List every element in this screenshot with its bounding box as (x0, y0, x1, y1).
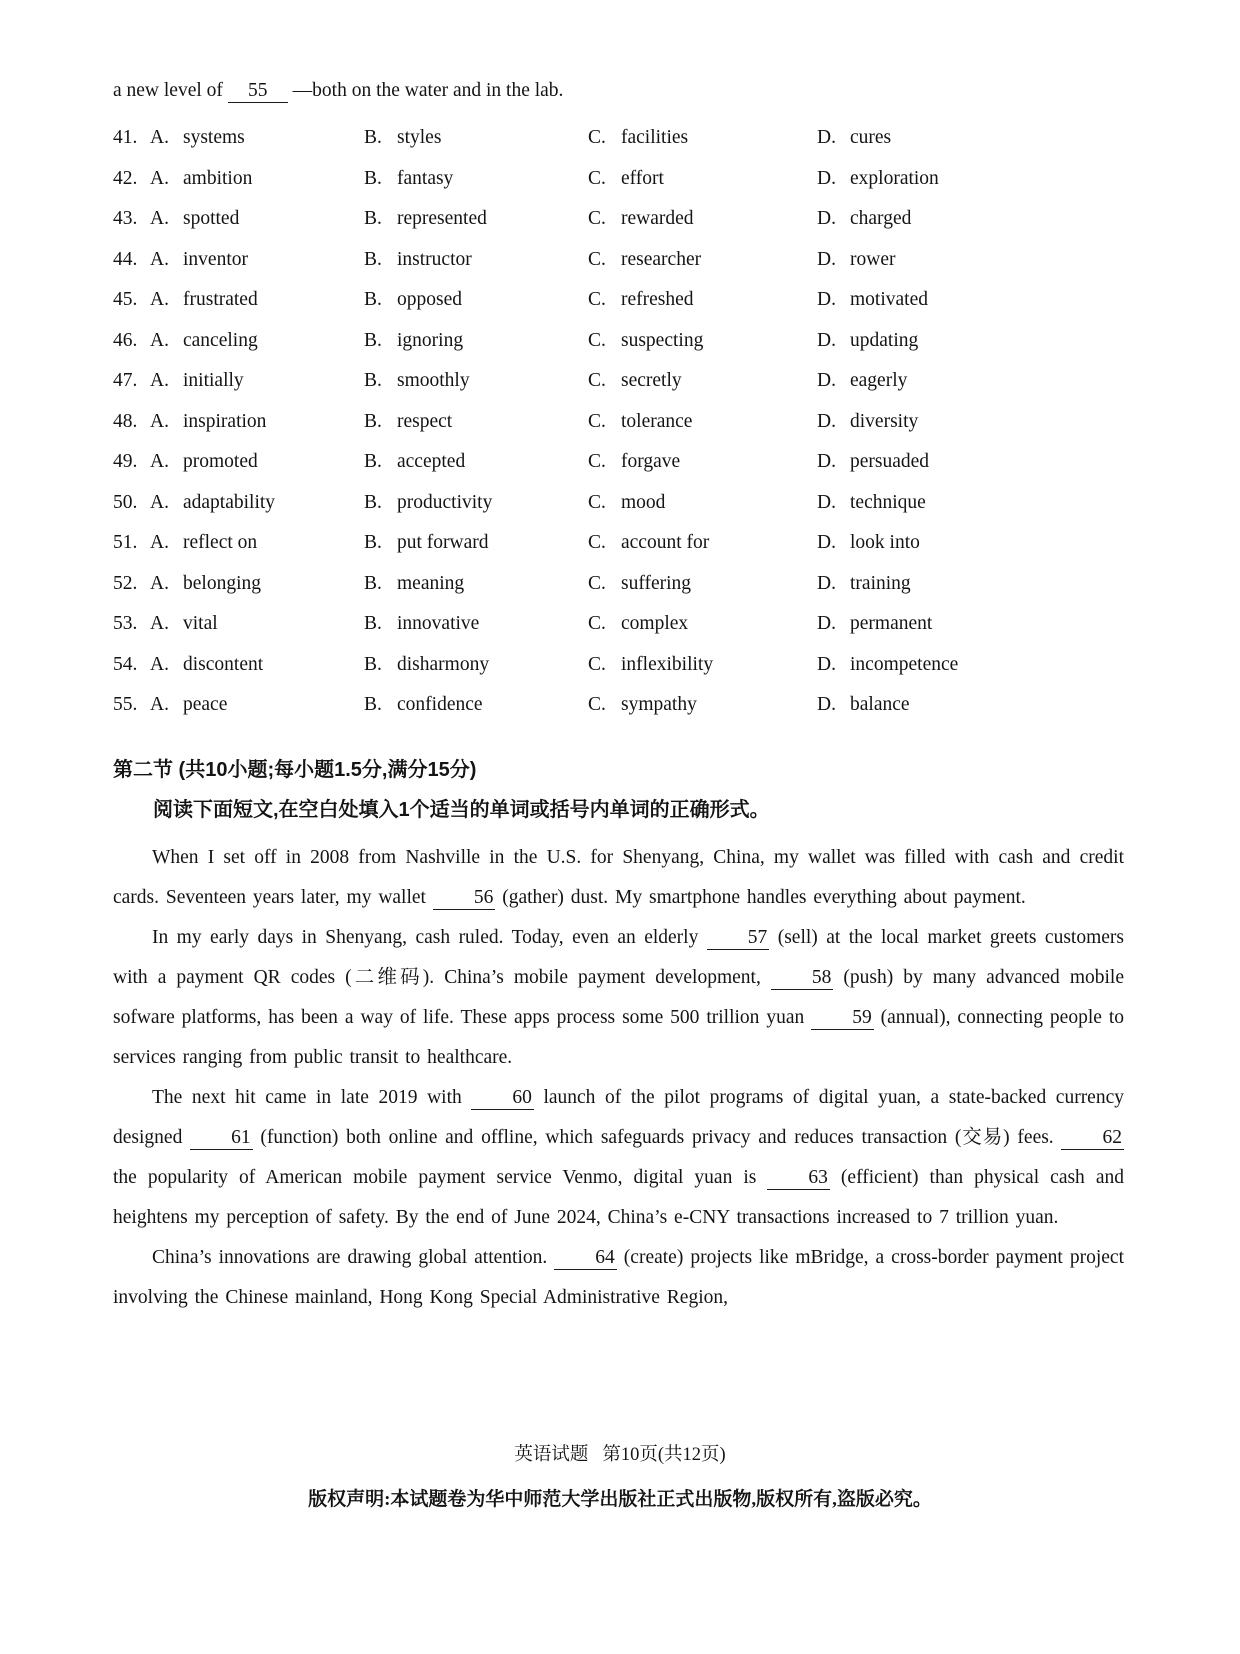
question-number: 55. (113, 694, 138, 716)
option-letter: C. (588, 127, 606, 149)
option-text: cures (850, 127, 892, 149)
mc-question-row (113, 685, 1124, 726)
passage-paragraph: China’s innovations are drawing global attention. 64 (create) projects like mBridge, a cross-border payment project involving the Chinese mainland, Hong Kong Special Administrative Region, (113, 1246, 1124, 1308)
mc-option (364, 451, 588, 473)
question-number: 50. (113, 491, 138, 513)
option-text: updating (850, 329, 919, 351)
option-text: put forward (397, 532, 489, 554)
option-text: styles (397, 127, 442, 149)
option-letter: A. (150, 329, 169, 351)
option-letter: B. (364, 289, 382, 311)
mc-option (364, 330, 588, 352)
option-text: facilities (621, 127, 689, 149)
option-text: permanent (850, 613, 933, 635)
option-text: peace (183, 694, 228, 716)
passage (113, 838, 1124, 1318)
mc-option (817, 654, 1124, 676)
option-text: inflexibility (621, 653, 714, 675)
option-letter: A. (150, 653, 169, 675)
option-text: promoted (183, 451, 258, 473)
mc-question-row (113, 483, 1124, 524)
mc-option (364, 613, 588, 635)
mc-option (150, 654, 364, 676)
question-number: 53. (113, 613, 138, 635)
mc-option (364, 492, 588, 514)
option-letter: C. (588, 451, 606, 473)
question-number: 48. (113, 410, 138, 432)
option-letter: D. (817, 653, 836, 675)
option-text: technique (850, 491, 926, 513)
mc-option (364, 127, 588, 149)
option-letter: D. (817, 694, 836, 716)
mc-question-row (113, 402, 1124, 443)
option-text: complex (621, 613, 689, 635)
mc-option (588, 532, 817, 554)
option-letter: B. (364, 694, 382, 716)
mc-option (588, 289, 817, 311)
option-text: smoothly (397, 370, 470, 392)
question-number: 42. (113, 167, 138, 189)
option-text: diversity (850, 410, 919, 432)
mc-question-row (113, 321, 1124, 362)
option-letter: C. (588, 289, 606, 311)
option-text: exploration (850, 167, 939, 189)
option-letter: D. (817, 329, 836, 351)
fill-in-blank: 63 (767, 1168, 830, 1190)
fill-in-blank: 57 (707, 928, 770, 950)
mc-option (150, 168, 364, 190)
mc-option (588, 694, 817, 716)
option-text: meaning (397, 572, 465, 594)
mc-option (150, 330, 364, 352)
option-letter: B. (364, 491, 382, 513)
option-text: incompetence (850, 653, 959, 675)
mc-option (588, 613, 817, 635)
option-letter: C. (588, 410, 606, 432)
option-text: inspiration (183, 410, 267, 432)
option-text: sympathy (621, 694, 697, 716)
mc-option (588, 451, 817, 473)
passage-paragraph: When I set off in 2008 from Nashville in the U.S. for Shenyang, China, my wallet was filled with cash and credit cards. Seventeen years later, my wallet 56 (gather) dust. My smartphone handles everything about payment. (113, 846, 1124, 908)
option-letter: A. (150, 370, 169, 392)
option-text: training (850, 572, 911, 594)
mc-question-row (113, 645, 1124, 686)
question-number: 49. (113, 451, 138, 473)
option-text: systems (183, 127, 245, 149)
option-letter: A. (150, 248, 169, 270)
option-text: adaptability (183, 491, 276, 513)
mc-option (364, 411, 588, 433)
mc-option (588, 330, 817, 352)
mc-option (817, 532, 1124, 554)
option-letter: B. (364, 370, 382, 392)
option-letter: B. (364, 248, 382, 270)
option-text: respect (397, 410, 453, 432)
mc-question-row (113, 199, 1124, 240)
option-text: ignoring (397, 329, 464, 351)
option-text: persuaded (850, 451, 930, 473)
option-letter: C. (588, 491, 606, 513)
mc-question-row (113, 159, 1124, 200)
option-letter: C. (588, 694, 606, 716)
option-letter: A. (150, 572, 169, 594)
option-text: reflect on (183, 532, 258, 554)
question-number: 46. (113, 329, 138, 351)
question-number: 43. (113, 208, 138, 230)
option-letter: C. (588, 248, 606, 270)
option-text: motivated (850, 289, 928, 311)
option-letter: B. (364, 208, 382, 230)
mc-option (150, 613, 364, 635)
mc-question-row (113, 280, 1124, 321)
fill-in-blank: 55 (228, 81, 288, 103)
option-letter: A. (150, 127, 169, 149)
mc-option (364, 694, 588, 716)
intro-line: a new level of 55 —both on the water and in the lab. (113, 80, 564, 101)
mc-option (817, 492, 1124, 514)
mc-option (588, 411, 817, 433)
footer-page-number: 第10页(共12页) (602, 1445, 726, 1465)
option-letter: A. (150, 694, 169, 716)
question-number: 41. (113, 127, 138, 149)
option-text: rewarded (621, 208, 694, 230)
option-text: refreshed (621, 289, 694, 311)
option-letter: A. (150, 532, 169, 554)
page-footer (0, 1440, 1240, 1466)
option-letter: A. (150, 208, 169, 230)
option-letter: D. (817, 532, 836, 554)
mc-option (364, 573, 588, 595)
section-instruction: 阅读下面短文,在空白处填入1个适当的单词或括号内单词的正确形式。 (153, 798, 770, 821)
mc-question-row (113, 240, 1124, 281)
option-text: disharmony (397, 653, 490, 675)
option-text: vital (183, 613, 218, 635)
option-text: charged (850, 208, 912, 230)
option-letter: B. (364, 613, 382, 635)
option-letter: D. (817, 127, 836, 149)
option-letter: D. (817, 410, 836, 432)
option-letter: D. (817, 289, 836, 311)
option-text: accepted (397, 451, 466, 473)
mc-option (817, 573, 1124, 595)
option-letter: A. (150, 289, 169, 311)
section-header: 第二节 (共10小题;每小题1.5分,满分15分) (113, 758, 477, 781)
option-text: initially (183, 370, 244, 392)
option-text: mood (621, 491, 666, 513)
option-letter: B. (364, 451, 382, 473)
question-number: 52. (113, 572, 138, 594)
option-text: opposed (397, 289, 462, 311)
mc-option (817, 127, 1124, 149)
option-text: spotted (183, 208, 240, 230)
option-letter: D. (817, 613, 836, 635)
option-letter: D. (817, 248, 836, 270)
option-letter: A. (150, 167, 169, 189)
option-text: canceling (183, 329, 258, 351)
option-text: fantasy (397, 167, 454, 189)
passage-paragraph: The next hit came in late 2019 with 60 launch of the pilot programs of digital yuan, a state-backed currency designed 61 (function) both online and offline, which safeguards privacy and reduces transaction (交易) fees. 62 the popularity of American mobile payment service Venmo, digital yuan is 63 (efficient) than physical cash and heightens my perception of safety. By the end of June 2024, China’s e-CNY transactions increased to 7 trillion yuan. (113, 1086, 1124, 1228)
option-letter: B. (364, 410, 382, 432)
mc-option (150, 694, 364, 716)
mc-option (817, 451, 1124, 473)
option-text: instructor (397, 248, 472, 270)
option-letter: A. (150, 410, 169, 432)
option-letter: C. (588, 532, 606, 554)
option-letter: D. (817, 491, 836, 513)
option-letter: B. (364, 653, 382, 675)
mc-option (817, 289, 1124, 311)
option-text: look into (850, 532, 920, 554)
option-text: represented (397, 208, 487, 230)
mc-option (150, 208, 364, 230)
copyright-notice: 版权声明:本试题卷为华中师范大学出版社正式出版物,版权所有,盗版必究。 (308, 1489, 932, 1510)
option-letter: A. (150, 613, 169, 635)
option-text: effort (621, 167, 664, 189)
option-text: discontent (183, 653, 264, 675)
mc-question-row (113, 564, 1124, 605)
option-text: rower (850, 248, 896, 270)
option-letter: A. (150, 491, 169, 513)
mc-table (113, 118, 1124, 726)
option-letter: D. (817, 451, 836, 473)
mc-option (150, 573, 364, 595)
mc-option (588, 168, 817, 190)
mc-option (364, 249, 588, 271)
option-text: productivity (397, 491, 493, 513)
question-number: 54. (113, 653, 138, 675)
option-letter: D. (817, 572, 836, 594)
option-text: innovative (397, 613, 480, 635)
option-text: balance (850, 694, 910, 716)
mc-question-row (113, 604, 1124, 645)
mc-option (364, 289, 588, 311)
mc-option (150, 370, 364, 392)
mc-option (588, 573, 817, 595)
fill-in-blank: 60 (471, 1088, 534, 1110)
option-letter: C. (588, 208, 606, 230)
option-letter: D. (817, 167, 836, 189)
footer-doc-title: 英语试题 (514, 1445, 589, 1465)
option-text: secretly (621, 370, 682, 392)
option-text: belonging (183, 572, 261, 594)
mc-option (817, 370, 1124, 392)
option-text: tolerance (621, 410, 693, 432)
option-letter: C. (588, 329, 606, 351)
option-letter: B. (364, 532, 382, 554)
mc-option (817, 411, 1124, 433)
mc-question-row (113, 361, 1124, 402)
mc-option (150, 249, 364, 271)
option-letter: C. (588, 613, 606, 635)
mc-question-row (113, 442, 1124, 483)
mc-option (150, 289, 364, 311)
mc-option (150, 127, 364, 149)
mc-option (817, 168, 1124, 190)
option-text: ambition (183, 167, 253, 189)
option-letter: D. (817, 208, 836, 230)
mc-option (364, 532, 588, 554)
mc-question-row (113, 523, 1124, 564)
mc-option (588, 249, 817, 271)
option-text: eagerly (850, 370, 908, 392)
mc-option (150, 451, 364, 473)
option-letter: D. (817, 370, 836, 392)
mc-option (150, 492, 364, 514)
option-letter: B. (364, 329, 382, 351)
fill-in-blank: 58 (771, 968, 834, 990)
option-letter: B. (364, 127, 382, 149)
option-text: confidence (397, 694, 483, 716)
mc-question-row (113, 118, 1124, 159)
option-text: inventor (183, 248, 248, 270)
option-letter: C. (588, 653, 606, 675)
fill-in-blank: 56 (433, 888, 496, 910)
option-letter: B. (364, 167, 382, 189)
fill-in-blank: 64 (554, 1248, 617, 1270)
mc-option (588, 654, 817, 676)
fill-in-blank: 61 (190, 1128, 253, 1150)
option-letter: A. (150, 451, 169, 473)
mc-option (364, 654, 588, 676)
option-letter: C. (588, 167, 606, 189)
mc-option (817, 208, 1124, 230)
option-letter: C. (588, 370, 606, 392)
mc-option (817, 330, 1124, 352)
mc-option (364, 370, 588, 392)
mc-option (364, 168, 588, 190)
option-letter: C. (588, 572, 606, 594)
option-text: suspecting (621, 329, 704, 351)
mc-option (364, 208, 588, 230)
fill-in-blank: 62 (1061, 1128, 1124, 1150)
mc-option (817, 613, 1124, 635)
question-number: 44. (113, 248, 138, 270)
mc-option (588, 370, 817, 392)
question-number: 51. (113, 532, 138, 554)
fill-in-blank: 59 (811, 1008, 874, 1030)
option-text: account for (621, 532, 710, 554)
option-letter: B. (364, 572, 382, 594)
mc-option (588, 127, 817, 149)
question-number: 45. (113, 289, 138, 311)
mc-option (817, 249, 1124, 271)
mc-option (817, 694, 1124, 716)
question-number: 47. (113, 370, 138, 392)
mc-option (588, 208, 817, 230)
option-text: researcher (621, 248, 702, 270)
option-text: forgave (621, 451, 681, 473)
passage-paragraph: In my early days in Shenyang, cash ruled. Today, even an elderly 57 (sell) at the local market greets customers with a payment QR codes (二维码). China’s mobile payment development, 58 (push) by many advanced mobile sofware platforms, has been a way of life. These apps process some 500 trillion yuan 59 (annual), connecting people to services ranging from public transit to healthcare. (113, 926, 1124, 1068)
option-text: frustrated (183, 289, 258, 311)
mc-option (150, 532, 364, 554)
mc-option (150, 411, 364, 433)
mc-option (588, 492, 817, 514)
option-text: suffering (621, 572, 692, 594)
